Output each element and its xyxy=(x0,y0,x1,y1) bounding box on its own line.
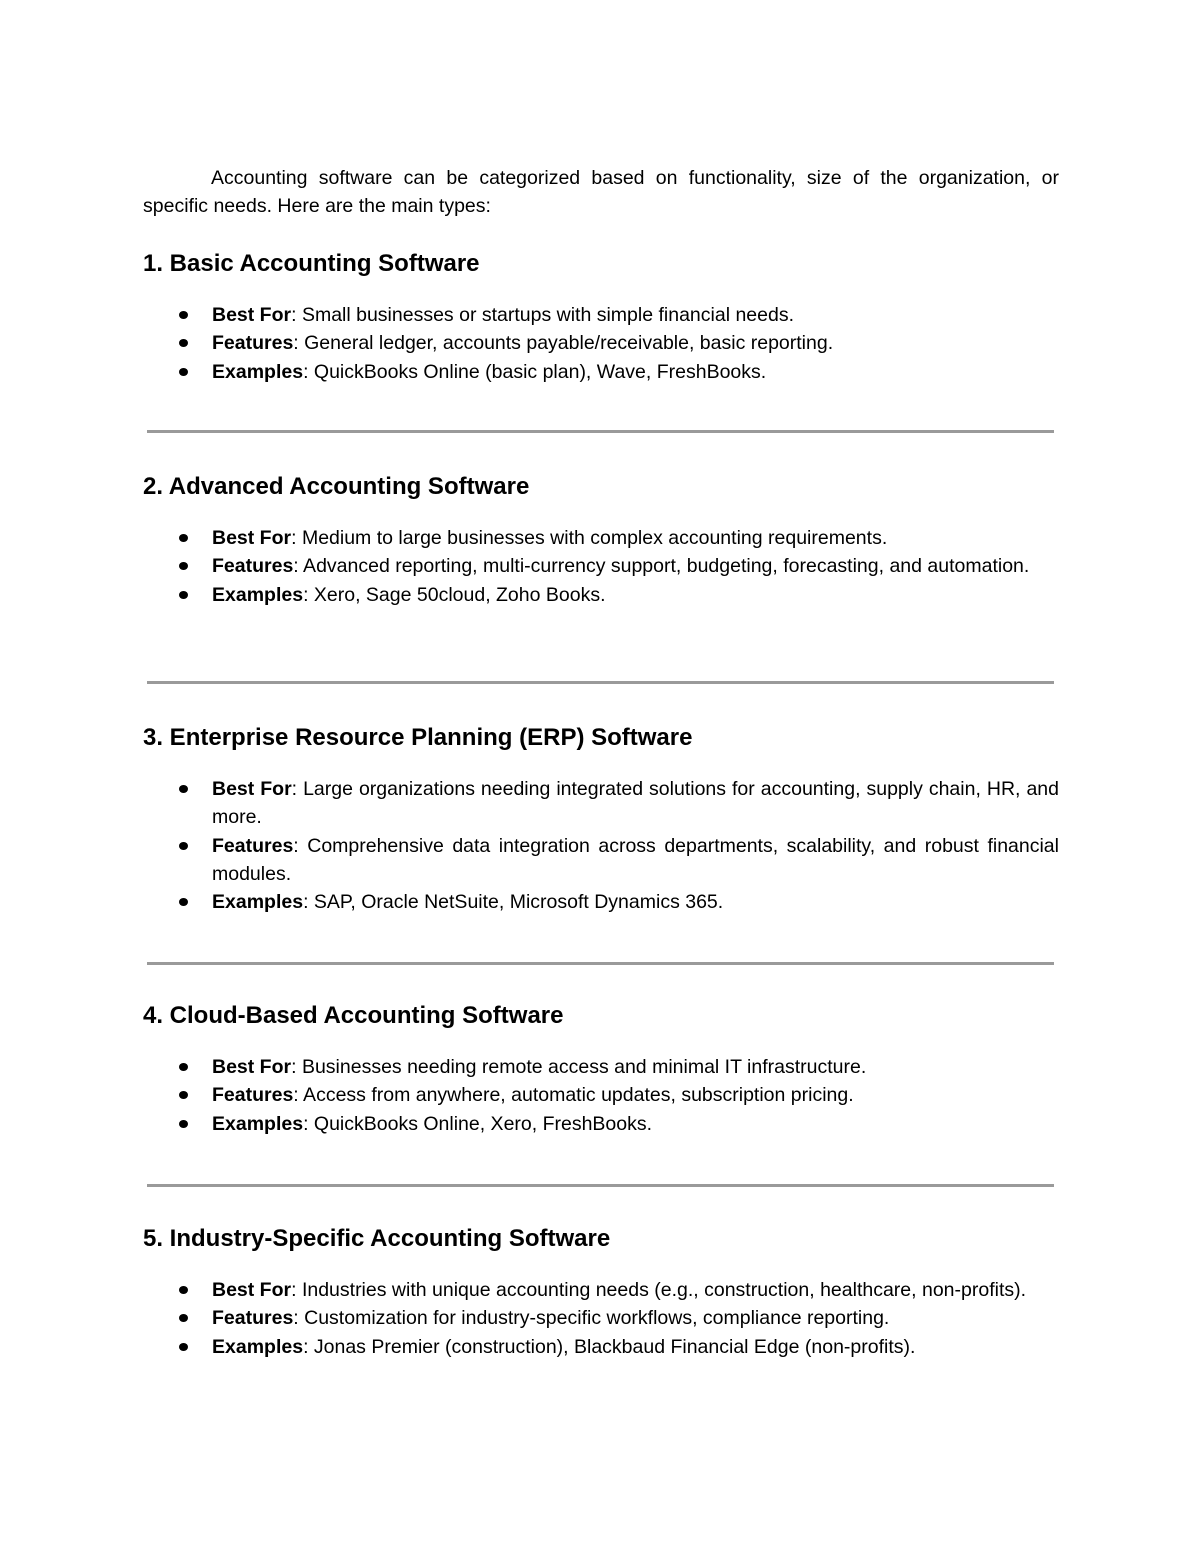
bullet-text: : Industries with unique accounting needs (e.g., construction, healthcare, non-profits). xyxy=(291,1279,1027,1301)
bullet-text: : Businesses needing remote access and minimal IT infrastructure. xyxy=(291,1056,867,1078)
bullet-examples xyxy=(143,888,1059,916)
bullet-label: Examples xyxy=(212,891,304,914)
bullet-best-for xyxy=(143,301,1059,329)
horizontal-divider xyxy=(147,430,1054,433)
section-title: 5. Industry-Specific Accounting Software xyxy=(143,1225,611,1252)
bullet-list xyxy=(143,775,1059,916)
bullet-text: : Customization for industry-specific workflows, compliance reporting. xyxy=(293,1307,890,1330)
bullet-dot-icon xyxy=(179,1091,188,1099)
bullet-features xyxy=(143,552,1059,580)
horizontal-divider xyxy=(147,1184,1054,1187)
bullet-text: : General ledger, accounts payable/receivable, basic reporting. xyxy=(293,332,834,355)
bullet-dot-icon xyxy=(179,1120,188,1128)
bullet-label: Examples xyxy=(212,360,304,383)
section-basic xyxy=(143,249,1059,386)
bullet-features xyxy=(143,329,1059,357)
bullet-dot-icon xyxy=(179,1063,188,1071)
section-title: 1. Basic Accounting Software xyxy=(143,250,480,277)
bullet-label: Examples xyxy=(212,1335,304,1358)
bullet-features xyxy=(143,832,1059,889)
bullet-text: : Medium to large businesses with complex accounting requirements. xyxy=(291,527,888,549)
section-erp xyxy=(143,723,1059,916)
bullet-label: Best For xyxy=(212,527,292,549)
bullet-text: : Comprehensive data integration across departments, scalability, and robust financial modules. xyxy=(212,834,1059,885)
bullet-features xyxy=(143,1304,1059,1332)
bullet-dot-icon xyxy=(179,1343,188,1351)
section-title: 4. Cloud-Based Accounting Software xyxy=(143,1002,564,1029)
bullet-label: Examples xyxy=(212,1112,304,1135)
bullet-features xyxy=(143,1081,1059,1109)
bullet-dot-icon xyxy=(179,1314,188,1322)
bullet-examples xyxy=(143,1110,1059,1138)
bullet-list xyxy=(143,524,1059,609)
intro-paragraph: Accounting software can be categorized based on functionality, size of the organization, or specific needs. Here are the main types: xyxy=(143,167,1059,217)
bullet-dot-icon xyxy=(179,898,188,906)
bullet-dot-icon xyxy=(179,339,188,347)
section-cloud xyxy=(143,1001,1059,1138)
bullet-text: : Access from anywhere, automatic updates, subscription pricing. xyxy=(293,1084,854,1107)
bullet-list xyxy=(143,1053,1059,1138)
bullet-dot-icon xyxy=(179,1286,188,1294)
horizontal-divider xyxy=(147,962,1054,965)
bullet-best-for xyxy=(143,1053,1059,1081)
bullet-label: Best For xyxy=(212,1279,292,1301)
bullet-label: Best For xyxy=(212,778,292,800)
bullet-dot-icon xyxy=(179,534,188,542)
bullet-list xyxy=(143,1276,1059,1361)
bullet-text: : Large organizations needing integrated solutions for accounting, supply chain, HR, and more. xyxy=(212,778,1059,829)
bullet-label: Best For xyxy=(212,1056,292,1078)
bullet-label: Examples xyxy=(212,583,304,606)
horizontal-divider xyxy=(147,681,1054,684)
bullet-examples xyxy=(143,581,1059,609)
bullet-text: : SAP, Oracle NetSuite, Microsoft Dynamics 365. xyxy=(303,891,724,914)
section-industry xyxy=(143,1224,1059,1361)
bullet-text: : Advanced reporting, multi-currency support, budgeting, forecasting, and automation. xyxy=(293,555,1030,578)
bullet-dot-icon xyxy=(179,562,188,570)
bullet-label: Features xyxy=(212,834,294,857)
bullet-label: Features xyxy=(212,332,294,355)
bullet-text: : Jonas Premier (construction), Blackbaud Financial Edge (non-profits). xyxy=(303,1335,916,1358)
bullet-label: Features xyxy=(212,1307,294,1330)
bullet-label: Features xyxy=(212,1084,294,1107)
bullet-dot-icon xyxy=(179,591,188,599)
section-advanced xyxy=(143,472,1059,609)
bullet-examples xyxy=(143,358,1059,386)
section-title: 2. Advanced Accounting Software xyxy=(143,473,530,500)
bullet-dot-icon xyxy=(179,311,188,319)
bullet-dot-icon xyxy=(179,842,188,850)
bullet-dot-icon xyxy=(179,368,188,376)
bullet-text: : Small businesses or startups with simple financial needs. xyxy=(291,304,795,326)
bullet-best-for xyxy=(143,1276,1059,1304)
bullet-examples xyxy=(143,1333,1059,1361)
bullet-dot-icon xyxy=(179,785,188,793)
section-title: 3. Enterprise Resource Planning (ERP) Software xyxy=(143,724,693,751)
bullet-best-for xyxy=(143,524,1059,552)
bullet-text: : QuickBooks Online (basic plan), Wave, FreshBooks. xyxy=(303,360,767,383)
bullet-label: Features xyxy=(212,555,294,578)
bullet-label: Best For xyxy=(212,304,292,326)
bullet-best-for xyxy=(143,775,1059,832)
bullet-text: : QuickBooks Online, Xero, FreshBooks. xyxy=(303,1112,653,1135)
bullet-text: : Xero, Sage 50cloud, Zoho Books. xyxy=(303,583,606,606)
bullet-list xyxy=(143,301,1059,386)
